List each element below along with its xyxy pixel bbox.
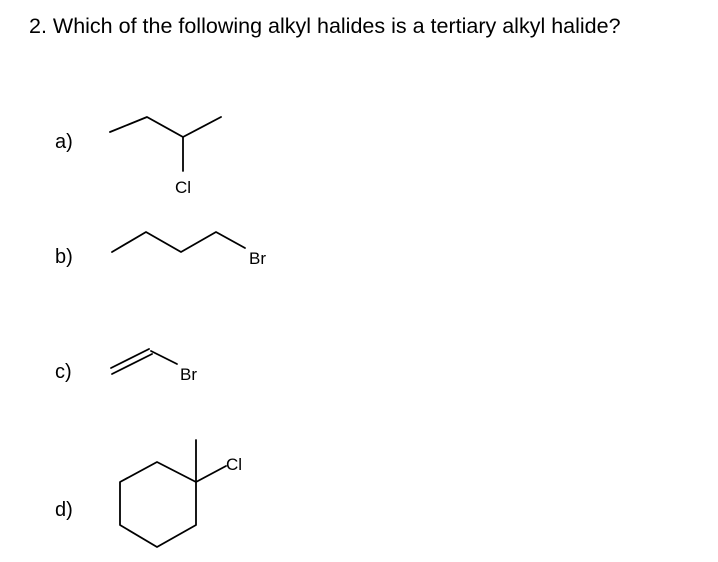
option-b-label[interactable]: b) xyxy=(55,246,73,268)
option-c-br-atom: Br xyxy=(180,365,197,384)
option-d-cl-atom: Cl xyxy=(226,455,243,474)
option-a-cl-atom: Cl xyxy=(175,178,192,197)
option-d-label[interactable]: d) xyxy=(55,499,73,521)
option-c-label[interactable]: c) xyxy=(55,361,72,383)
option-d-cyclohexane-ring xyxy=(120,462,196,547)
option-d-c-cl-bond xyxy=(196,466,226,482)
option-a-label[interactable]: a) xyxy=(55,131,73,153)
option-b-br-atom: Br xyxy=(249,249,266,268)
question-text: 2. Which of the following alkyl halides is a tertiary alkyl halide? xyxy=(29,14,621,38)
